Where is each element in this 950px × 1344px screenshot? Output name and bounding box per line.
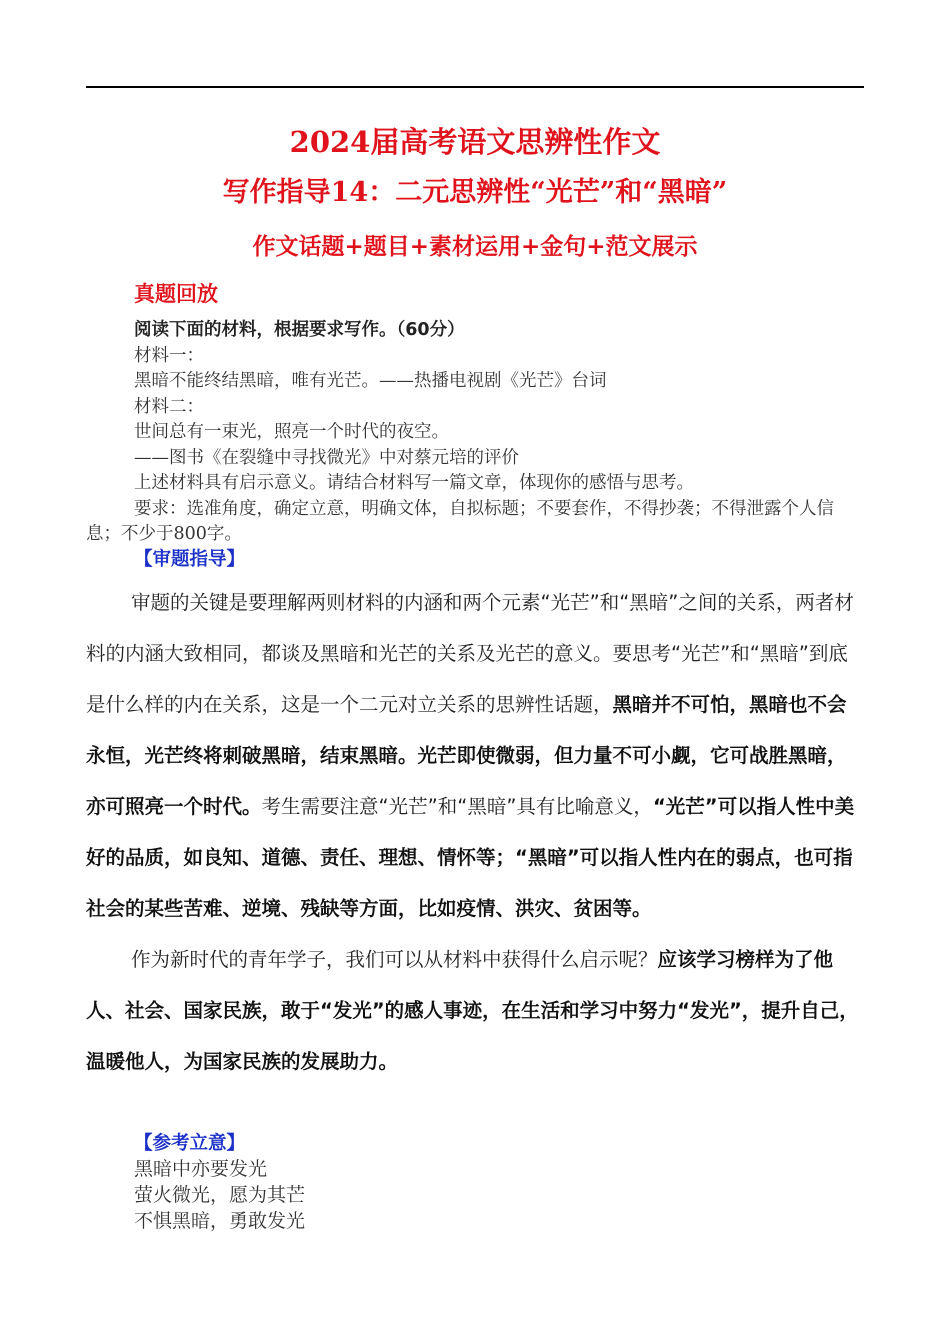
material-1-text: 黑暗不能终结黑暗，唯有光芒。——热播电视剧《光芒》台词	[134, 371, 607, 391]
guide-label: 【审题指导】	[134, 549, 246, 570]
guide-paragraph-2	[86, 934, 862, 1087]
material-requirements: 要求：选准角度，确定立意，明确文体，自拟标题；不要套作，不得抄袭；不得泄露个人信息；不少于800字。	[86, 498, 834, 544]
material-instruction: 阅读下面的材料，根据要求写作。（60分）	[134, 320, 465, 340]
material-block	[86, 318, 862, 548]
idea-item: 黑暗中亦要发光	[134, 1158, 268, 1180]
idea-item: 不惧黑暗，勇敢发光	[134, 1210, 306, 1232]
guide-p1-text-a: 审题的关键是要理解两则材料的内涵和两个元素“光芒”和“黑暗”之间的关系，两者材料的内涵大致相同，都谈及黑暗和光芒的关系及光芒的意义。要思考“光芒”和“黑暗”到底是什么样的内在关系，这是一个二元对立关系的思辨性话题，	[86, 591, 854, 716]
guide-p2-bold-b: 应该学习榜样为了他人、社会、国家民族，敢于“发光”的感人事迹，在生活和学习中努力“发光”，提升自己，温暖他人，为国家民族的发展助力。	[86, 948, 859, 1073]
idea-item: 萤火微光，愿为其芒	[134, 1184, 306, 1206]
ideas-list	[134, 1156, 305, 1234]
guide-p1-bold-d: “光芒”可以指人性中美好的品质，如良知、道德、责任、理想、情怀等；“黑暗”可以指人性内在的弱点，也可指社会的某些苦难、逆境、残缺等方面，比如疫情、洪灾、贫困等。	[86, 795, 855, 920]
title-line-1: 2024届高考语文思辨性作文	[289, 125, 661, 159]
material-2-text: 世间总有一束光，照亮一个时代的夜空。	[134, 422, 449, 442]
material-2-source: ——图书《在裂缝中寻找微光》中对蔡元培的评价	[134, 447, 519, 468]
guide-p1-bold-b: 黑暗并不可怕，黑暗也不会永恒，光芒终将刺破黑暗，结束黑暗。光芒即使微弱，但力量不可小觑，它可战胜黑暗，亦可照亮一个时代。	[86, 693, 847, 818]
section-heading: 真题回放	[134, 282, 218, 306]
guide-p1-text-c: 考生需要注意“光芒”和“黑暗”具有比喻意义，	[261, 795, 653, 818]
guide-body	[86, 577, 862, 1087]
guide-p2-text-a: 作为新时代的青年学子，我们可以从材料中获得什么启示呢？	[131, 948, 658, 971]
top-rule	[86, 86, 864, 88]
material-2-label: 材料二：	[134, 396, 204, 417]
title-line-3: 作文话题+题目+素材运用+金句+范文展示	[252, 233, 698, 260]
title-line-2: 写作指导14：二元思辨性“光芒”和“黑暗”	[222, 177, 728, 208]
material-prompt: 上述材料具有启示意义。请结合材料写一篇文章，体现你的感悟与思考。	[134, 473, 694, 493]
guide-paragraph-1	[86, 577, 862, 934]
ideas-label: 【参考立意】	[134, 1133, 246, 1154]
material-1-label: 材料一：	[134, 345, 204, 366]
